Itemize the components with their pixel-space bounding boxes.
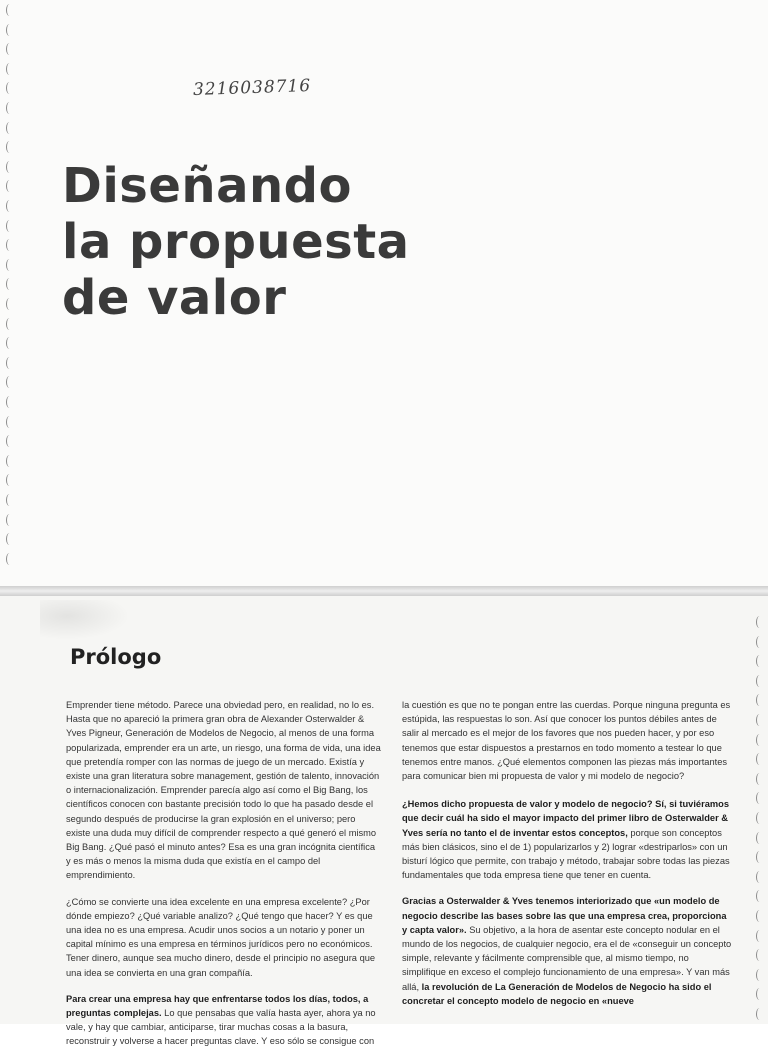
title-line-1: Diseñando	[62, 158, 352, 214]
binder-hole	[756, 753, 763, 765]
binder-hole	[6, 220, 13, 232]
title-line-3: de valor	[62, 270, 287, 326]
binder-hole	[756, 792, 763, 804]
binder-hole	[756, 832, 763, 844]
binder-hole	[756, 969, 763, 981]
bold-text: ¿Hemos dicho propuesta de valor y modelo de negocio? Sí, si tuviéramos que decir cuál ha sido el mayor impacto del primer libro de Osterwalder & Yves sería no tanto el de inventar estos conceptos,	[402, 799, 730, 838]
paragraph-text: Lo que pensabas que valía hasta ayer, ahora ya no vale, y hay que cambiar, anticiparse, tirar muchas cosas a la basura, reconstruir y volverse a hacer preguntas clave. Y eso sólo se consigue con	[66, 1008, 376, 1047]
handwritten-number: 3216038716	[192, 75, 312, 101]
binder-hole	[756, 734, 763, 746]
binder-hole	[756, 694, 763, 706]
page-title	[62, 158, 410, 326]
binder-hole	[756, 890, 763, 902]
paragraph	[66, 992, 382, 1049]
binder-holes-left	[4, 0, 16, 586]
binder-hole	[6, 435, 13, 447]
binder-hole	[6, 474, 13, 486]
paragraph	[402, 894, 732, 1008]
binder-hole	[6, 122, 13, 134]
paragraph-text: porque son conceptos más bien clásicos, sino el de 1) popularizarlos y 2) lograr «destriparlos» con un bisturí lógico que permite, con trabajo y método, trabajar sobre todas las piezas fundamentales que toda empresa tiene que tener en cuenta.	[402, 827, 730, 881]
binder-hole	[6, 396, 13, 408]
right-text-column	[402, 698, 732, 1020]
binder-hole	[756, 616, 763, 628]
binder-hole	[756, 1008, 763, 1020]
binder-hole	[6, 494, 13, 506]
bold-text: la revolución de La Generación de Modelos de Negocio ha sido el concretar el concepto modelo de negocio en «nueve	[402, 981, 712, 1006]
binder-hole	[756, 773, 763, 785]
scan-shadow	[40, 600, 130, 640]
binder-hole	[6, 24, 13, 36]
binder-hole	[6, 141, 13, 153]
binder-hole	[6, 259, 13, 271]
binder-hole	[6, 553, 13, 565]
binder-hole	[756, 871, 763, 883]
title-line-2: la propuesta	[62, 214, 410, 270]
binder-hole	[6, 82, 13, 94]
binder-hole	[6, 455, 13, 467]
binder-hole	[6, 514, 13, 526]
binder-hole	[756, 930, 763, 942]
binder-hole	[756, 988, 763, 1000]
binder-hole	[6, 337, 13, 349]
binder-hole	[6, 533, 13, 545]
bold-text: Gracias a Osterwalder & Yves tenemos interiorizado que «un modelo de negocio describe las bases sobre las que una empresa crea, proporciona y capta valor».	[402, 896, 727, 935]
binder-hole	[6, 200, 13, 212]
section-heading: Prólogo	[70, 645, 162, 669]
paragraph: Emprender tiene método. Parece una obviedad pero, en realidad, no lo es. Hasta que no apareció la primera gran obra de Alexander Osterwalder & Yves Pigneur, Generación de Modelos de Negocio, al menos de una forma popularizada, emprender era un arte, un riesgo, una forma de vida, una idea que pretendía romper con las normas de juego de un mercado. Existía y existe una gran literatura sobre management, gestión de talento, innovación o internacionalización. Emprender parecía algo así como el Big Bang, los científicos conocen con bastante precisión todo lo que ha pasado desde el segundo después de producirse la gran explosión en el universo; pero existe una duda muy difícil de comprender respecto a qué generó el mismo Big Bang. ¿Qué pasó el minuto antes? Esa es una gran incógnita científica y es más o menos la misma duda que existía en el campo del emprendimiento.	[66, 700, 381, 881]
binder-hole	[756, 714, 763, 726]
binder-hole	[6, 63, 13, 75]
binder-hole	[756, 675, 763, 687]
binder-hole	[6, 318, 13, 330]
page-gutter	[0, 586, 768, 596]
left-text-column	[66, 698, 382, 1061]
binder-hole	[756, 949, 763, 961]
paragraph: la cuestión es que no te pongan entre las cuerdas. Porque ninguna pregunta es estúpida, las respuestas lo son. Así que conocer los puntos débiles antes de salir al mercado es el mejor de los favores que nos pueden hacer, y por eso tenemos que estar dispuestos a prestarnos en todo momento a testear lo que tenemos entre manos. ¿Qué elementos componen las piezas más importantes para comunicar bien mi propuesta de valor y mi modelo de negocio?	[402, 700, 731, 782]
paragraph	[402, 797, 732, 882]
binder-hole	[6, 357, 13, 369]
binder-hole	[6, 416, 13, 428]
binder-holes-right	[754, 596, 766, 1024]
binder-hole	[756, 655, 763, 667]
binder-hole	[6, 4, 13, 16]
binder-hole	[6, 43, 13, 55]
binder-hole	[6, 180, 13, 192]
binder-hole	[6, 239, 13, 251]
binder-hole	[756, 636, 763, 648]
binder-hole	[756, 910, 763, 922]
binder-hole	[756, 851, 763, 863]
binder-hole	[6, 298, 13, 310]
bold-text: Para crear una empresa hay que enfrentarse todos los días, todos, a preguntas complejas.	[66, 993, 369, 1019]
binder-hole	[6, 376, 13, 388]
binder-hole	[6, 278, 13, 290]
binder-hole	[6, 161, 13, 173]
binder-hole	[756, 812, 763, 824]
binder-hole	[6, 102, 13, 114]
paragraph-text: Su objetivo, a la hora de asentar este concepto nodular en el mundo de los negocios, de cualquier negocio, era el de «conseguir un concepto simple, relevante y fácilmente comprensible que, al mismo tiempo, no simplifique en exceso el complejo funcionamiento de una empresa». Y van más allá,	[402, 924, 732, 992]
paragraph: ¿Cómo se convierte una idea excelente en una empresa excelente? ¿Por dónde empiezo? ¿Qué variable analizo? ¿Qué tengo que hacer? Y es que una idea no es una empresa. Acudir unos socios a un notario y poner un capital mínimo es una empresa en términos jurídicos pero no económicos. Tener dinero, aunque sea mucho dinero, desde el principio no asegura que una idea se convierta en una gran compañía.	[66, 896, 376, 978]
